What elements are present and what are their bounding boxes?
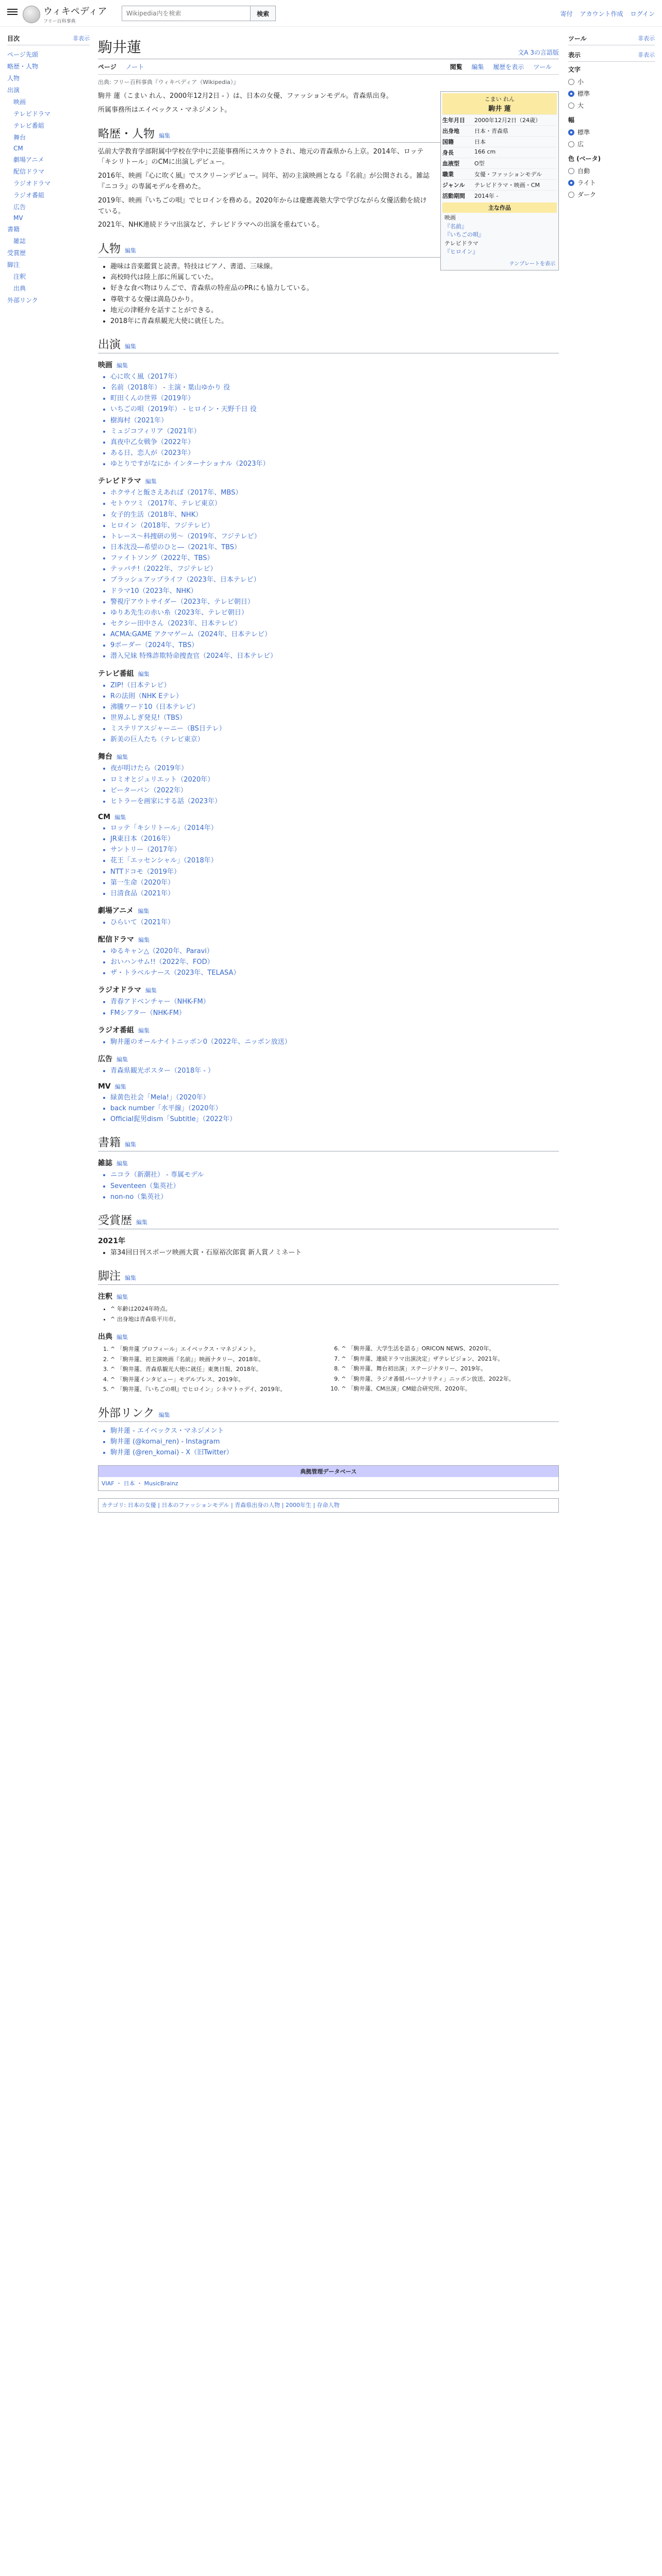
infobox-key: 身長 <box>442 149 454 156</box>
bio-paragraph: 弘前大学教育学部附属中学校在学中に芸能事務所にスカウトされ、地元の青森県から上京。2014年、ロッテ「キシリトール」のCMに出演しデビュー。 <box>98 147 424 166</box>
list-item[interactable]: • 心に吹く風（2017年） <box>110 372 559 382</box>
list-item: 10. ^ 「駒井蓮、CM出演」CM総合研究所、2020年。 <box>341 1385 559 1394</box>
section-bio: 略歴・人物 編集 <box>98 125 559 143</box>
tab-edit[interactable]: 編集 <box>471 63 484 71</box>
list-item: • 尊敬する女優は満島ひかり。 <box>110 295 559 305</box>
list-item[interactable]: • サントリー（2017年） <box>110 845 559 855</box>
infobox-key: 国籍 <box>442 139 454 145</box>
radio-option[interactable] <box>568 138 655 150</box>
list-item[interactable]: • 沸騰ワード10（日本テレビ） <box>110 702 559 713</box>
edit-link[interactable]: 編集 <box>117 1056 128 1063</box>
search-field[interactable] <box>122 6 251 21</box>
list-item[interactable]: • Seventeen（集英社） <box>110 1181 559 1192</box>
edit-link[interactable]: 編集 <box>114 814 126 821</box>
infobox-value: 2014年 - <box>474 193 499 199</box>
section-notes: 脚注 編集 <box>98 1267 559 1285</box>
list-item[interactable]: • ニコラ（新潮社） - 専属モデル <box>110 1170 559 1180</box>
edit-link[interactable]: 編集 <box>117 362 128 369</box>
cm-list <box>98 823 559 899</box>
list-item[interactable]: • Official髭男dism「Subtitle」（2022年） <box>110 1114 559 1125</box>
toc-item[interactable]: ページ先頭 <box>7 51 38 58</box>
categories[interactable]: カテゴリ: 日本の女優 | 日本のファッションモデル | 青森県出身の人物 | 2000年生 | 存命人物 <box>102 1502 340 1509</box>
radio-list <box>98 1037 559 1047</box>
list-item[interactable]: • FMシアター（NHK-FM） <box>110 1008 559 1019</box>
infobox-row <box>442 136 557 147</box>
list-item: • 好きな食べ物はりんごで、青森県の特産品のPRにも協力している。 <box>110 283 559 294</box>
toc-item[interactable]: MV <box>13 214 23 222</box>
list-item[interactable]: • テッパチ!（2022年、フジテレビ） <box>110 564 559 574</box>
list-item: 6. ^ 「駒井蓮、大学生活を語る」ORICON NEWS、2020年。 <box>341 1345 559 1353</box>
display-hide-button[interactable]: 非表示 <box>638 52 655 58</box>
edit-link[interactable]: 編集 <box>158 1412 170 1419</box>
page-tabs <box>98 59 559 75</box>
radio-label: 標準 <box>577 129 590 136</box>
list-item[interactable]: • JR東日本（2016年） <box>110 834 559 844</box>
toc-item[interactable]: 雑誌 <box>13 238 26 245</box>
section-web <box>98 934 559 944</box>
list-item[interactable]: • いちごの唄（2019年） - ヒロイン・天野千日 役 <box>110 404 559 415</box>
edit-link[interactable]: 編集 <box>125 1275 137 1282</box>
table-of-contents <box>7 34 90 306</box>
infobox-work[interactable]: 『いちごの唄』 <box>444 231 484 238</box>
bio-paragraph: 2021年、NHK連続ドラマ出演など、テレビドラマへの出演を重ねている。 <box>98 221 324 229</box>
toc-item[interactable]: 人物 <box>7 75 20 82</box>
list-item[interactable]: • 第一生命（2020年） <box>110 878 559 888</box>
section-appearance: 出演 編集 <box>98 336 559 353</box>
toc-item[interactable]: 書籍 <box>7 226 20 233</box>
toc-item[interactable]: 出演 <box>7 87 20 94</box>
list-item: • 2018年に青森県観光大使に就任した。 <box>110 316 559 327</box>
infobox-works-title: 主な作品 <box>442 202 557 213</box>
list-item[interactable]: • Rの法則（NHK Eテレ） <box>110 691 559 702</box>
infobox-key: 出身地 <box>442 128 459 134</box>
list-item[interactable]: • ひらいて（2021年） <box>110 918 559 928</box>
edit-link[interactable]: 編集 <box>117 1294 128 1301</box>
edit-link[interactable]: 編集 <box>145 478 157 485</box>
list-item[interactable]: • 駒井蓮 - エイベックス・マネジメント <box>110 1426 559 1436</box>
section-film <box>98 360 559 370</box>
edit-link[interactable]: 編集 <box>117 754 128 761</box>
radio-icon[interactable] <box>568 129 574 135</box>
globe-icon <box>23 6 40 23</box>
main-menu-icon[interactable] <box>7 7 18 16</box>
radio-label: ライト <box>577 179 596 187</box>
list-item[interactable]: • ザ・トラベルナース（2023年、TELASA） <box>110 968 559 978</box>
radio-option[interactable] <box>568 177 655 189</box>
width-title: 幅 <box>568 116 575 124</box>
toc-item[interactable]: 注釈 <box>13 273 26 280</box>
edit-link[interactable]: 編集 <box>145 987 157 994</box>
infobox-key: 職業 <box>442 171 454 178</box>
section-title: ラジオ番組 <box>98 1026 134 1035</box>
list-item[interactable]: • ロミオとジュリエット（2020年） <box>110 775 559 785</box>
radio-label: 標準 <box>577 90 590 97</box>
section-title: 映画 <box>98 361 112 370</box>
toc-item[interactable]: 脚注 <box>7 261 20 268</box>
radio-icon[interactable] <box>568 192 574 198</box>
section-sources: 出典 編集 <box>98 1333 128 1342</box>
list-item[interactable]: • 名前（2018年） - 主演・葉山ゆかり 役 <box>110 383 559 393</box>
section-title: 舞台 <box>98 753 112 761</box>
list-item[interactable]: • 女子的生活（2018年、NHK） <box>110 510 559 520</box>
section-radio <box>98 1025 559 1035</box>
list-item[interactable]: • ファイトソング（2022年、TBS） <box>110 553 559 564</box>
edit-link[interactable]: 編集 <box>117 1160 128 1167</box>
page-title: 駒井蓮 <box>98 39 142 56</box>
radio-label: 小 <box>577 78 584 86</box>
toc-item[interactable]: ラジオ番組 <box>13 192 45 199</box>
list-item[interactable]: • 駒井蓮 (@komai_ren) - Instagram <box>110 1437 559 1447</box>
infobox-row <box>442 125 557 136</box>
bio-paragraph: 2019年、映画『いちごの唄』でヒロインを務める。2020年からは慶應義塾大学で学びながら女優活動を続けている。 <box>98 196 427 215</box>
radio-icon[interactable] <box>568 141 574 147</box>
edit-link[interactable]: 編集 <box>117 1334 128 1341</box>
infobox-key: ジャンル <box>442 182 465 189</box>
tab-history[interactable]: 履歴を表示 <box>493 63 524 71</box>
toc-item[interactable]: ラジオドラマ <box>13 180 51 187</box>
edit-link[interactable]: 編集 <box>136 1218 148 1226</box>
tools-panel <box>568 34 655 200</box>
search-input[interactable] <box>125 9 234 18</box>
edit-link[interactable]: 編集 <box>125 343 137 350</box>
main-content <box>98 27 559 1513</box>
list-item[interactable]: • ピーターパン（2022年） <box>110 786 559 796</box>
toc-item[interactable]: 舞台 <box>13 134 26 141</box>
list-item[interactable]: • 花王「エッセンシャル」（2018年） <box>110 856 559 866</box>
radio-option[interactable] <box>568 88 655 99</box>
infobox-row <box>442 168 557 179</box>
list-item[interactable]: • 樹海村（2021年） <box>110 416 559 426</box>
list-item: • ^ 出身地は青森県平川市。 <box>110 1315 559 1324</box>
list-item[interactable]: • 新美の巨人たち（テレビ東京） <box>110 735 559 745</box>
section-tvshow <box>98 668 559 679</box>
infobox-value: 女優・ファッションモデル <box>474 171 542 178</box>
infobox-key: 血液型 <box>442 160 459 167</box>
section-books: 書籍 編集 <box>98 1134 559 1151</box>
section-mv <box>98 1082 559 1091</box>
list-item: 4. ^ 「駒井蓮インタビュー」モデルプレス、2019年。 <box>110 1376 328 1384</box>
list-item[interactable]: • セトウツミ（2017年、テレビ東京） <box>110 499 559 509</box>
list-item: • 高校時代は陸上部に所属していた。 <box>110 273 559 283</box>
infobox <box>440 91 559 270</box>
section-cm <box>98 813 559 821</box>
list-item: 8. ^ 「駒井蓮、舞台初出演」ステージナタリー、2019年。 <box>341 1365 559 1374</box>
list-item[interactable]: • 青春アドベンチャー（NHK-FM） <box>110 997 559 1007</box>
section-title: テレビ番組 <box>98 669 134 678</box>
list-item[interactable]: • ミステリアスジャーニー（BS日テレ） <box>110 724 559 734</box>
film-list <box>98 372 559 469</box>
infobox-value: O型 <box>474 160 485 167</box>
infobox-value: 166 cm <box>474 148 496 155</box>
list-item: 9. ^ 「駒井蓮、ラジオ番組パーソナリティ」ニッポン放送、2022年。 <box>341 1375 559 1384</box>
toc-item[interactable]: テレビドラマ <box>13 110 51 117</box>
list-item[interactable]: • 9ボーダー（2024年、TBS） <box>110 640 559 651</box>
section-tvdrama <box>98 476 559 486</box>
create-account-link[interactable]: アカウント作成 <box>580 10 623 18</box>
wikipedia-logo[interactable] <box>23 4 107 24</box>
infobox-row <box>442 114 557 125</box>
section-title: テレビドラマ <box>98 477 141 486</box>
page-source-note: 出典: フリー百科事典『ウィキペディア（Wikipedia）』 <box>98 79 239 86</box>
list-item[interactable]: • 夜が明けたら（2019年） <box>110 764 559 774</box>
ad-list <box>98 1066 559 1076</box>
infobox-value: 2000年12月2日（24歳） <box>474 117 541 124</box>
donate-link[interactable]: 寄付 <box>560 10 573 18</box>
text-size-title: 文字 <box>568 66 581 73</box>
radio-icon[interactable] <box>568 79 574 85</box>
list-item[interactable]: • 日本沈没―希望のひと―（2021年、TBS） <box>110 543 559 553</box>
edit-link[interactable]: 編集 <box>125 1141 137 1148</box>
section-title: 劇場アニメ <box>98 906 134 915</box>
tvdrama-list <box>98 488 559 662</box>
infobox-kana: こまい れん <box>484 96 515 103</box>
list-item[interactable]: • 潜入兄妹 特殊詐欺特命捜査官（2024年、日本テレビ） <box>110 651 559 662</box>
infobox-row <box>442 179 557 190</box>
tab-talk[interactable]: ノート <box>125 63 144 71</box>
infobox-work[interactable]: 『名前』 <box>444 223 467 230</box>
infobox-value: 日本 <box>474 139 486 145</box>
tools-hide-button[interactable]: 非表示 <box>638 35 655 42</box>
list-item[interactable]: • 緑黄色社会「Mela!」（2020年） <box>110 1093 559 1103</box>
toc-item[interactable]: 広告 <box>13 204 26 211</box>
section-anime <box>98 905 559 916</box>
display-title: 表示 <box>568 52 581 59</box>
infobox-value: 日本・青森県 <box>474 128 508 134</box>
list-item[interactable]: • ヒトラーを画家にする話（2023年） <box>110 796 559 807</box>
navbox-title: 典拠管理データベース <box>98 1466 558 1477</box>
toc-item[interactable]: 略歴・人物 <box>7 63 39 70</box>
infobox-name: 駒井 蓮 <box>488 105 511 113</box>
mv-list <box>98 1093 559 1125</box>
toc-list <box>7 48 90 306</box>
section-title: ラジオドラマ <box>98 986 141 995</box>
list-item[interactable]: • non-no（集英社） <box>110 1192 559 1202</box>
edit-link[interactable]: 編集 <box>138 670 150 677</box>
toc-item[interactable]: 配信ドラマ <box>13 168 45 175</box>
awards-year: 2021年 <box>98 1236 125 1245</box>
list-item[interactable]: • 警視庁アウトサイダー（2023年、テレビ朝日） <box>110 597 559 607</box>
toc-item[interactable]: テレビ番組 <box>13 122 44 129</box>
radio-icon[interactable] <box>568 168 574 174</box>
section-person: 人物 編集 <box>98 240 559 258</box>
list-item[interactable]: • ゆりあ先生の赤い糸（2023年、テレビ朝日） <box>110 608 559 618</box>
logo-wordmark: ウィキペディア <box>43 6 107 17</box>
login-link[interactable]: ログイン <box>630 10 655 18</box>
toc-title: 目次 <box>7 35 20 42</box>
list-item[interactable]: • ゆとりですがなにか インターナショナル（2023年） <box>110 459 559 469</box>
toc-item[interactable]: 映画 <box>13 98 26 106</box>
list-item[interactable]: • ブラッシュアップライフ（2023年、日本テレビ） <box>110 575 559 585</box>
section-ad <box>98 1054 559 1064</box>
toc-item[interactable]: 受賞歴 <box>7 249 26 257</box>
intro-paragraph-2: 所属事務所はエイベックス・マネジメント。 <box>98 106 231 114</box>
radio-option[interactable] <box>568 99 655 111</box>
radio-icon[interactable] <box>568 91 574 97</box>
list-item[interactable]: • ロッテ「キシリトール」（2014年） <box>110 823 559 834</box>
section-awards: 受賞歴 編集 <box>98 1212 559 1229</box>
infobox-work: 映画 <box>444 214 456 221</box>
infobox-work: テレビドラマ <box>444 240 478 247</box>
tvshow-list <box>98 681 559 745</box>
stage-list <box>98 764 559 807</box>
list-item[interactable]: • 真夜中乙女戦争（2022年） <box>110 437 559 448</box>
list-item[interactable]: • ある日、恋人が（2023年） <box>110 448 559 459</box>
radio-option[interactable] <box>568 189 655 200</box>
section-external: 外部リンク 編集 <box>98 1404 559 1422</box>
radio-option[interactable] <box>568 76 655 88</box>
authority-navbox <box>98 1465 559 1491</box>
list-item[interactable]: • ドラマ10（2023年、NHK） <box>110 586 559 597</box>
section-title: MV <box>98 1082 111 1091</box>
language-button[interactable]: 文A 3の言語版 <box>518 49 559 56</box>
list-item: 7. ^ 「駒井蓮、連続ドラマ出演決定」ザテレビジョン、2021年。 <box>341 1355 559 1364</box>
toc-item[interactable]: 外部リンク <box>7 297 38 304</box>
tab-tools[interactable]: ツール <box>533 63 552 71</box>
list-item[interactable]: • 町田くんの世界（2019年） <box>110 394 559 404</box>
list-item: • 第34回日刊スポーツ映画大賞・石原裕次郎賞 新人賞ノミネート <box>110 1248 559 1258</box>
tab-read[interactable]: 閲覧 <box>450 63 462 71</box>
intro-paragraph: 駒井 蓮（こまい れん、2000年12月2日 - ）は、日本の女優、ファッションモデル。青森県出身。 <box>98 92 393 100</box>
list-item: 5. ^ 「駒井蓮、『いちごの唄』でヒロイン」シネマトゥデイ、2019年。 <box>110 1385 328 1394</box>
infobox-row <box>442 190 557 201</box>
list-item[interactable]: • 青森県観光ポスター（2018年 - ） <box>110 1066 559 1076</box>
radio-label: 広 <box>577 141 584 148</box>
list-item[interactable]: • 駒井蓮のオールナイトニッポン0（2022年、ニッポン放送） <box>110 1037 559 1047</box>
list-item: • 趣味は音楽鑑賞と読書。特技はピアノ、書道、三味線。 <box>110 262 559 272</box>
list-item[interactable]: • 世界ふしぎ発見!（TBS） <box>110 713 559 723</box>
list-item: 2. ^ 「駒井蓮、初主演映画『名前』」映画ナタリー、2018年。 <box>110 1355 328 1364</box>
section-title: CM <box>98 812 111 821</box>
list-item[interactable]: • back number「水平線」（2020年） <box>110 1104 559 1114</box>
tab-page[interactable]: ページ <box>98 63 117 71</box>
radio-icon[interactable] <box>568 103 574 109</box>
toc-hide-button[interactable]: 非表示 <box>73 35 90 42</box>
section-title: 配信ドラマ <box>98 936 134 944</box>
section-stage <box>98 751 559 761</box>
edit-link[interactable]: 編集 <box>138 907 150 914</box>
section-radiodrama <box>98 985 559 995</box>
edit-link[interactable]: 編集 <box>114 1083 126 1091</box>
section-title: 広告 <box>98 1055 112 1063</box>
user-links <box>560 9 655 18</box>
infobox-key: 生年月日 <box>442 117 465 124</box>
web-list <box>98 946 559 978</box>
list-item[interactable]: • ACMA:GAME アクマゲーム（2024年、日本テレビ） <box>110 630 559 640</box>
list-item[interactable]: • ヒロイン（2018年、フジテレビ） <box>110 521 559 531</box>
logo-tagline: フリー百科事典 <box>43 19 76 24</box>
radio-label: 大 <box>577 102 584 109</box>
toc-item[interactable]: 出典 <box>13 285 26 292</box>
list-item[interactable]: • 駒井蓮 (@ren_komai) - X（旧Twitter） <box>110 1448 559 1458</box>
list-item[interactable]: • セクシー田中さん（2023年、日本テレビ） <box>110 619 559 629</box>
radio-icon[interactable] <box>568 180 574 186</box>
list-item[interactable]: • トレース〜科捜研の男〜（2019年、フジテレビ） <box>110 532 559 542</box>
navbox-body[interactable]: VIAF ・ 日本 ・ MusicBrainz <box>102 1480 178 1487</box>
infobox-value: テレビドラマ・映画・CM <box>474 182 540 189</box>
list-item[interactable]: • ミュジコフィリア（2021年） <box>110 427 559 437</box>
toc-item[interactable]: 劇場アニメ <box>13 156 44 163</box>
tools-title: ツール <box>568 35 587 42</box>
edit-link[interactable]: 編集 <box>138 937 150 944</box>
color-title: 色 (ベータ) <box>568 155 601 162</box>
list-item: • ^ 年齢は2024年時点。 <box>110 1305 559 1314</box>
infobox-key: 活動期間 <box>442 193 465 199</box>
radio-label: ダーク <box>577 191 597 198</box>
list-item: • 地元の津軽弁を話すことができる。 <box>110 306 559 316</box>
search-button[interactable]: 検索 <box>251 6 276 21</box>
list-item[interactable]: • おいハンサム!!（2022年、FOD） <box>110 957 559 968</box>
bio-paragraph: 2016年、映画『心に吹く風』でスクリーンデビュー。同年、初の主演映画となる『名前』が公開される。雑誌『ニコラ』の専属モデルを務めた。 <box>98 172 430 191</box>
radio-option[interactable] <box>568 165 655 177</box>
list-item[interactable]: • ホクサイと飯さえあれば（2017年、MBS） <box>110 488 559 498</box>
infobox-work[interactable]: 『ヒロイン』 <box>444 248 478 255</box>
anime-list <box>98 918 559 928</box>
category-box <box>98 1498 559 1513</box>
toc-item[interactable]: CM <box>13 145 23 152</box>
template-link[interactable]: テンプレートを表示 <box>509 261 555 267</box>
radio-option[interactable] <box>568 126 655 138</box>
list-item: 3. ^ 「駒井蓮、青森県観光大使に就任」東奥日報、2018年。 <box>110 1365 328 1374</box>
radiodrama-list <box>98 997 559 1018</box>
list-item[interactable]: • ZIP!（日本テレビ） <box>110 681 559 691</box>
site-header <box>0 0 662 27</box>
radio-label: 自動 <box>577 167 590 175</box>
section-magazine: 雑誌 編集 <box>98 1159 128 1168</box>
search-form <box>122 6 276 21</box>
edit-link[interactable]: 編集 <box>138 1027 150 1034</box>
list-item[interactable]: • 日清食品（2021年） <box>110 889 559 899</box>
list-item[interactable]: • ゆるキャン△（2020年、Paravi） <box>110 946 559 957</box>
infobox-row <box>442 158 557 168</box>
edit-link[interactable]: 編集 <box>159 132 171 139</box>
section-annotations: 注釈 編集 <box>98 1293 128 1301</box>
list-item: 1. ^ 「駒井蓮 プロフィール」エイベックス・マネジメント。 <box>110 1345 328 1354</box>
infobox-row <box>442 147 557 158</box>
list-item[interactable]: • NTTドコモ（2019年） <box>110 867 559 877</box>
edit-link[interactable]: 編集 <box>125 247 137 255</box>
